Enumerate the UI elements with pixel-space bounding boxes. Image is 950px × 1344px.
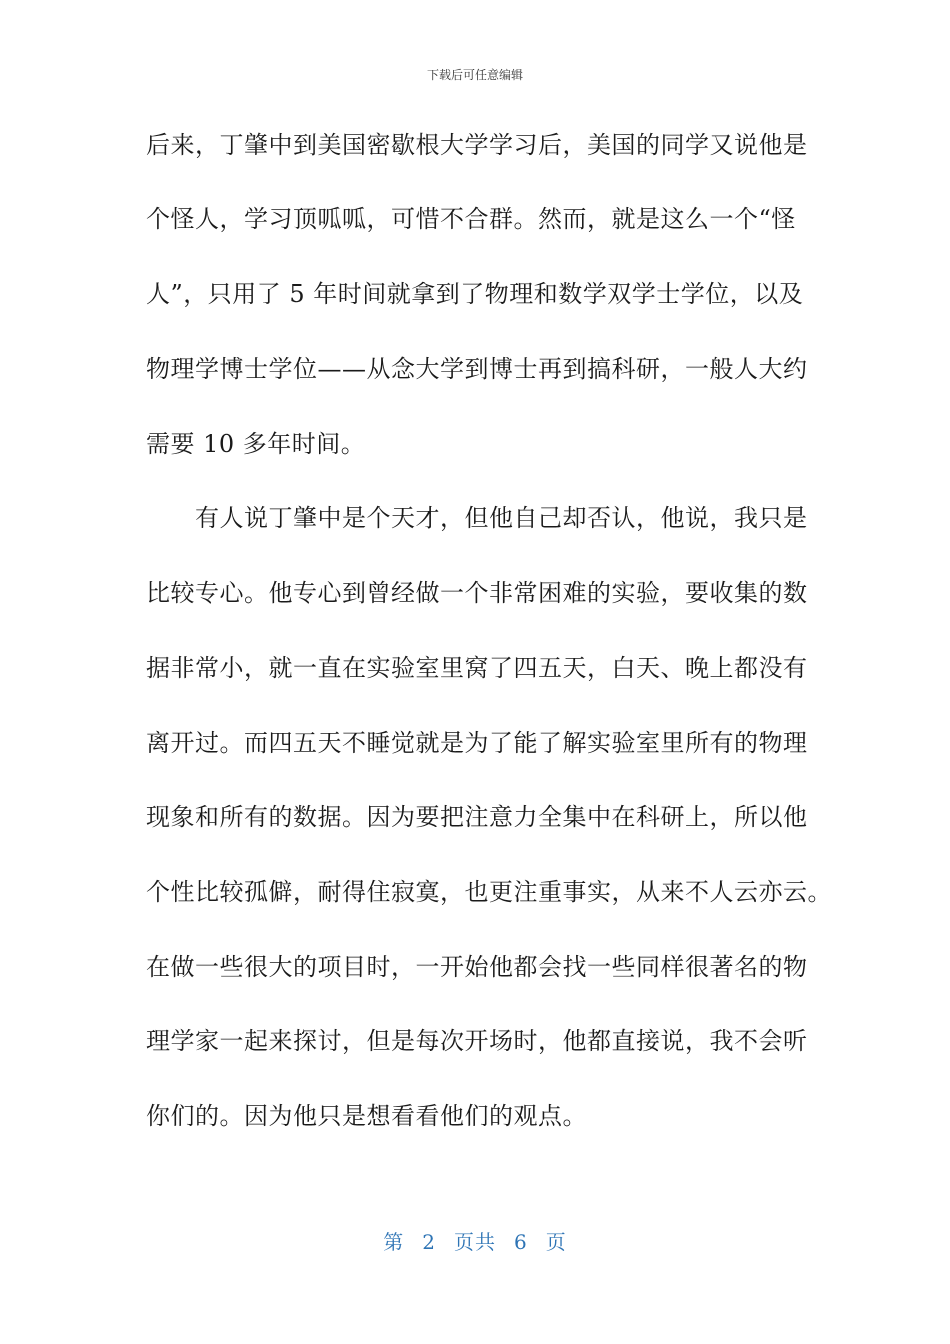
- footer-suffix: 页: [545, 1230, 567, 1254]
- text-line: 物理学博士学位——从念大学到博士再到搞科研，一般人大约: [146, 355, 808, 383]
- current-page-number: 2: [422, 1230, 436, 1254]
- total-pages-number: 6: [514, 1230, 528, 1254]
- text-line: 需要 10 多年时间。: [146, 430, 366, 458]
- text-line: 个怪人，学习顶呱呱，可惜不合群。然而，就是这么一个“怪: [146, 205, 796, 233]
- text-line: 离开过。而四五天不睡觉就是为了能了解实验室里所有的物理: [146, 729, 808, 757]
- text-line: 理学家一起来探讨，但是每次开场时，他都直接说，我不会听: [146, 1027, 808, 1055]
- page-footer: [0, 1226, 950, 1255]
- footer-prefix: 第: [383, 1230, 405, 1254]
- footer-middle: 页共: [454, 1230, 496, 1254]
- text-line: 比较专心。他专心到曾经做一个非常困难的实验，要收集的数: [146, 579, 808, 607]
- text-line: 现象和所有的数据。因为要把注意力全集中在科研上，所以他: [146, 803, 808, 831]
- text-line: 个性比较孤僻，耐得住寂寞，也更注重事实，从来不人云亦云。: [146, 878, 832, 906]
- header-note: 下载后可任意编辑: [426, 68, 523, 82]
- text-line: 后来，丁肇中到美国密歇根大学学习后，美国的同学又说他是: [146, 131, 808, 159]
- text-line: 人”，只用了 5 年时间就拿到了物理和数学双学士学位，以及: [146, 280, 804, 308]
- text-line: 有人说丁肇中是个天才，但他自己却否认，他说，我只是: [146, 504, 808, 532]
- text-line: 据非常小，就一直在实验室里窝了四五天，白天、晚上都没有: [146, 654, 808, 682]
- text-line: 你们的。因为他只是想看看他们的观点。: [146, 1102, 587, 1130]
- text-line: 在做一些很大的项目时，一开始他都会找一些同样很著名的物: [146, 953, 808, 981]
